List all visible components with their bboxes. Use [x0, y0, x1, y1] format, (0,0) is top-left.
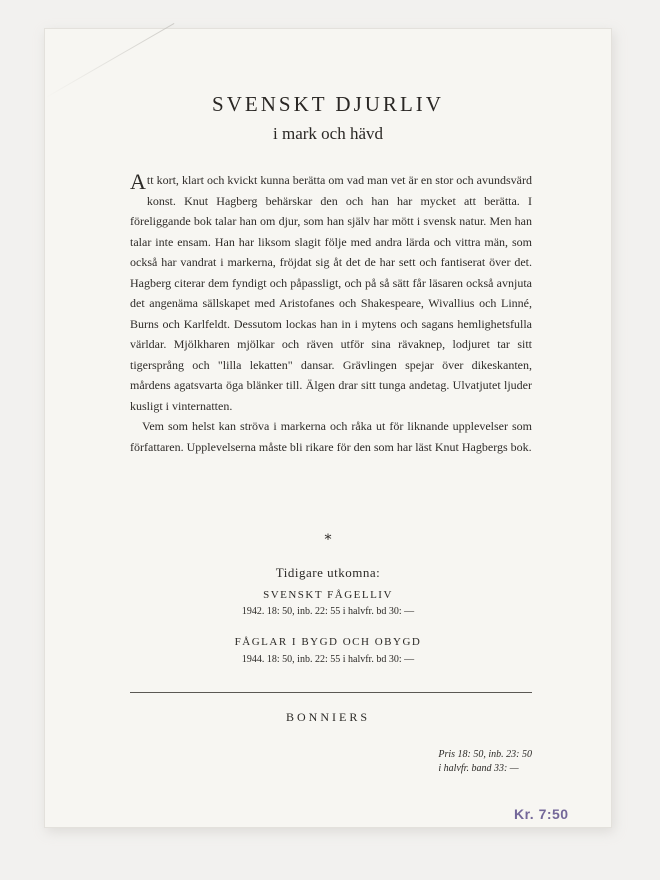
separator-asterisk: *: [324, 532, 332, 548]
paper-crease: [44, 23, 174, 99]
drop-cap: A: [130, 169, 146, 194]
blurb-paragraph-1: [130, 170, 532, 416]
book-title: SVENSKT DJURLIV: [212, 92, 444, 116]
previous-book-title: SVENSKT FÅGELLIV: [263, 589, 393, 601]
previous-titles-heading: Tidigare utkomna:: [275, 565, 381, 580]
price-line: Pris 18: 50, inb. 23: 50: [438, 749, 532, 760]
price-stamp: Kr. 7:50: [514, 806, 569, 822]
blurb-text: [130, 170, 532, 457]
book-subtitle: i mark och hävd: [273, 124, 383, 143]
previous-book-info: 1942. 18: 50, inb. 22: 55 i halvfr. bd 30: —: [241, 606, 415, 617]
publisher-name: BONNIERS: [285, 710, 370, 724]
price-line: i halvfr. band 33: —: [438, 763, 519, 774]
divider-rule: [130, 692, 532, 693]
blurb-paragraph-2: Vem som helst kan ströva i markerna och råka ut för liknande upplevelser som författaren. Upplevelserna måste bli rikare för den som har läst Knut Hagbergs bok.: [130, 419, 532, 454]
blurb-paragraph-1-text: tt kort, klart och kvickt kunna berätta om vad man vet är en stor och avundsvärd konst. Knut Hagberg behärskar den och han har mycket att berätta. I föreliggande bok talar han om djur, som han själv har mött i svensk natur. Men han talar inte ensam. Han har liksom slagit följe med andra lärda och vittra män, som också har vandrat i markerna, fröjdat sig åt det de har sett och fantiserat över det. Hagberg citerar dem fyndigt och påpassligt, och på så sätt får läsaren också avnjuta det angenäma sällskapet med Aristofanes och Shakespeare, Wivallius och Linné, Burns och Karlfeldt. Dessutom lockas han in i mytens och sagans hemlighetsfulla världar. Mjölkharen mjölkar och räven utför sina rävaknep, lodjuret tar sitt tigersprång och "lilla lekatten" dansar. Grävlingen spejar över dikeskanten, mårdens agatsvarta öga blänker till. Älgen drar sitt tunga andetag. Ulvatjutet ljuder kusligt i vinternatten.: [130, 173, 532, 413]
previous-book-info: 1944. 18: 50, inb. 22: 55 i halvfr. bd 30: —: [241, 654, 415, 665]
previous-book-title: FÅGLAR I BYGD OCH OBYGD: [234, 636, 422, 648]
price-block: [438, 748, 532, 776]
book-back-cover: [44, 28, 612, 828]
